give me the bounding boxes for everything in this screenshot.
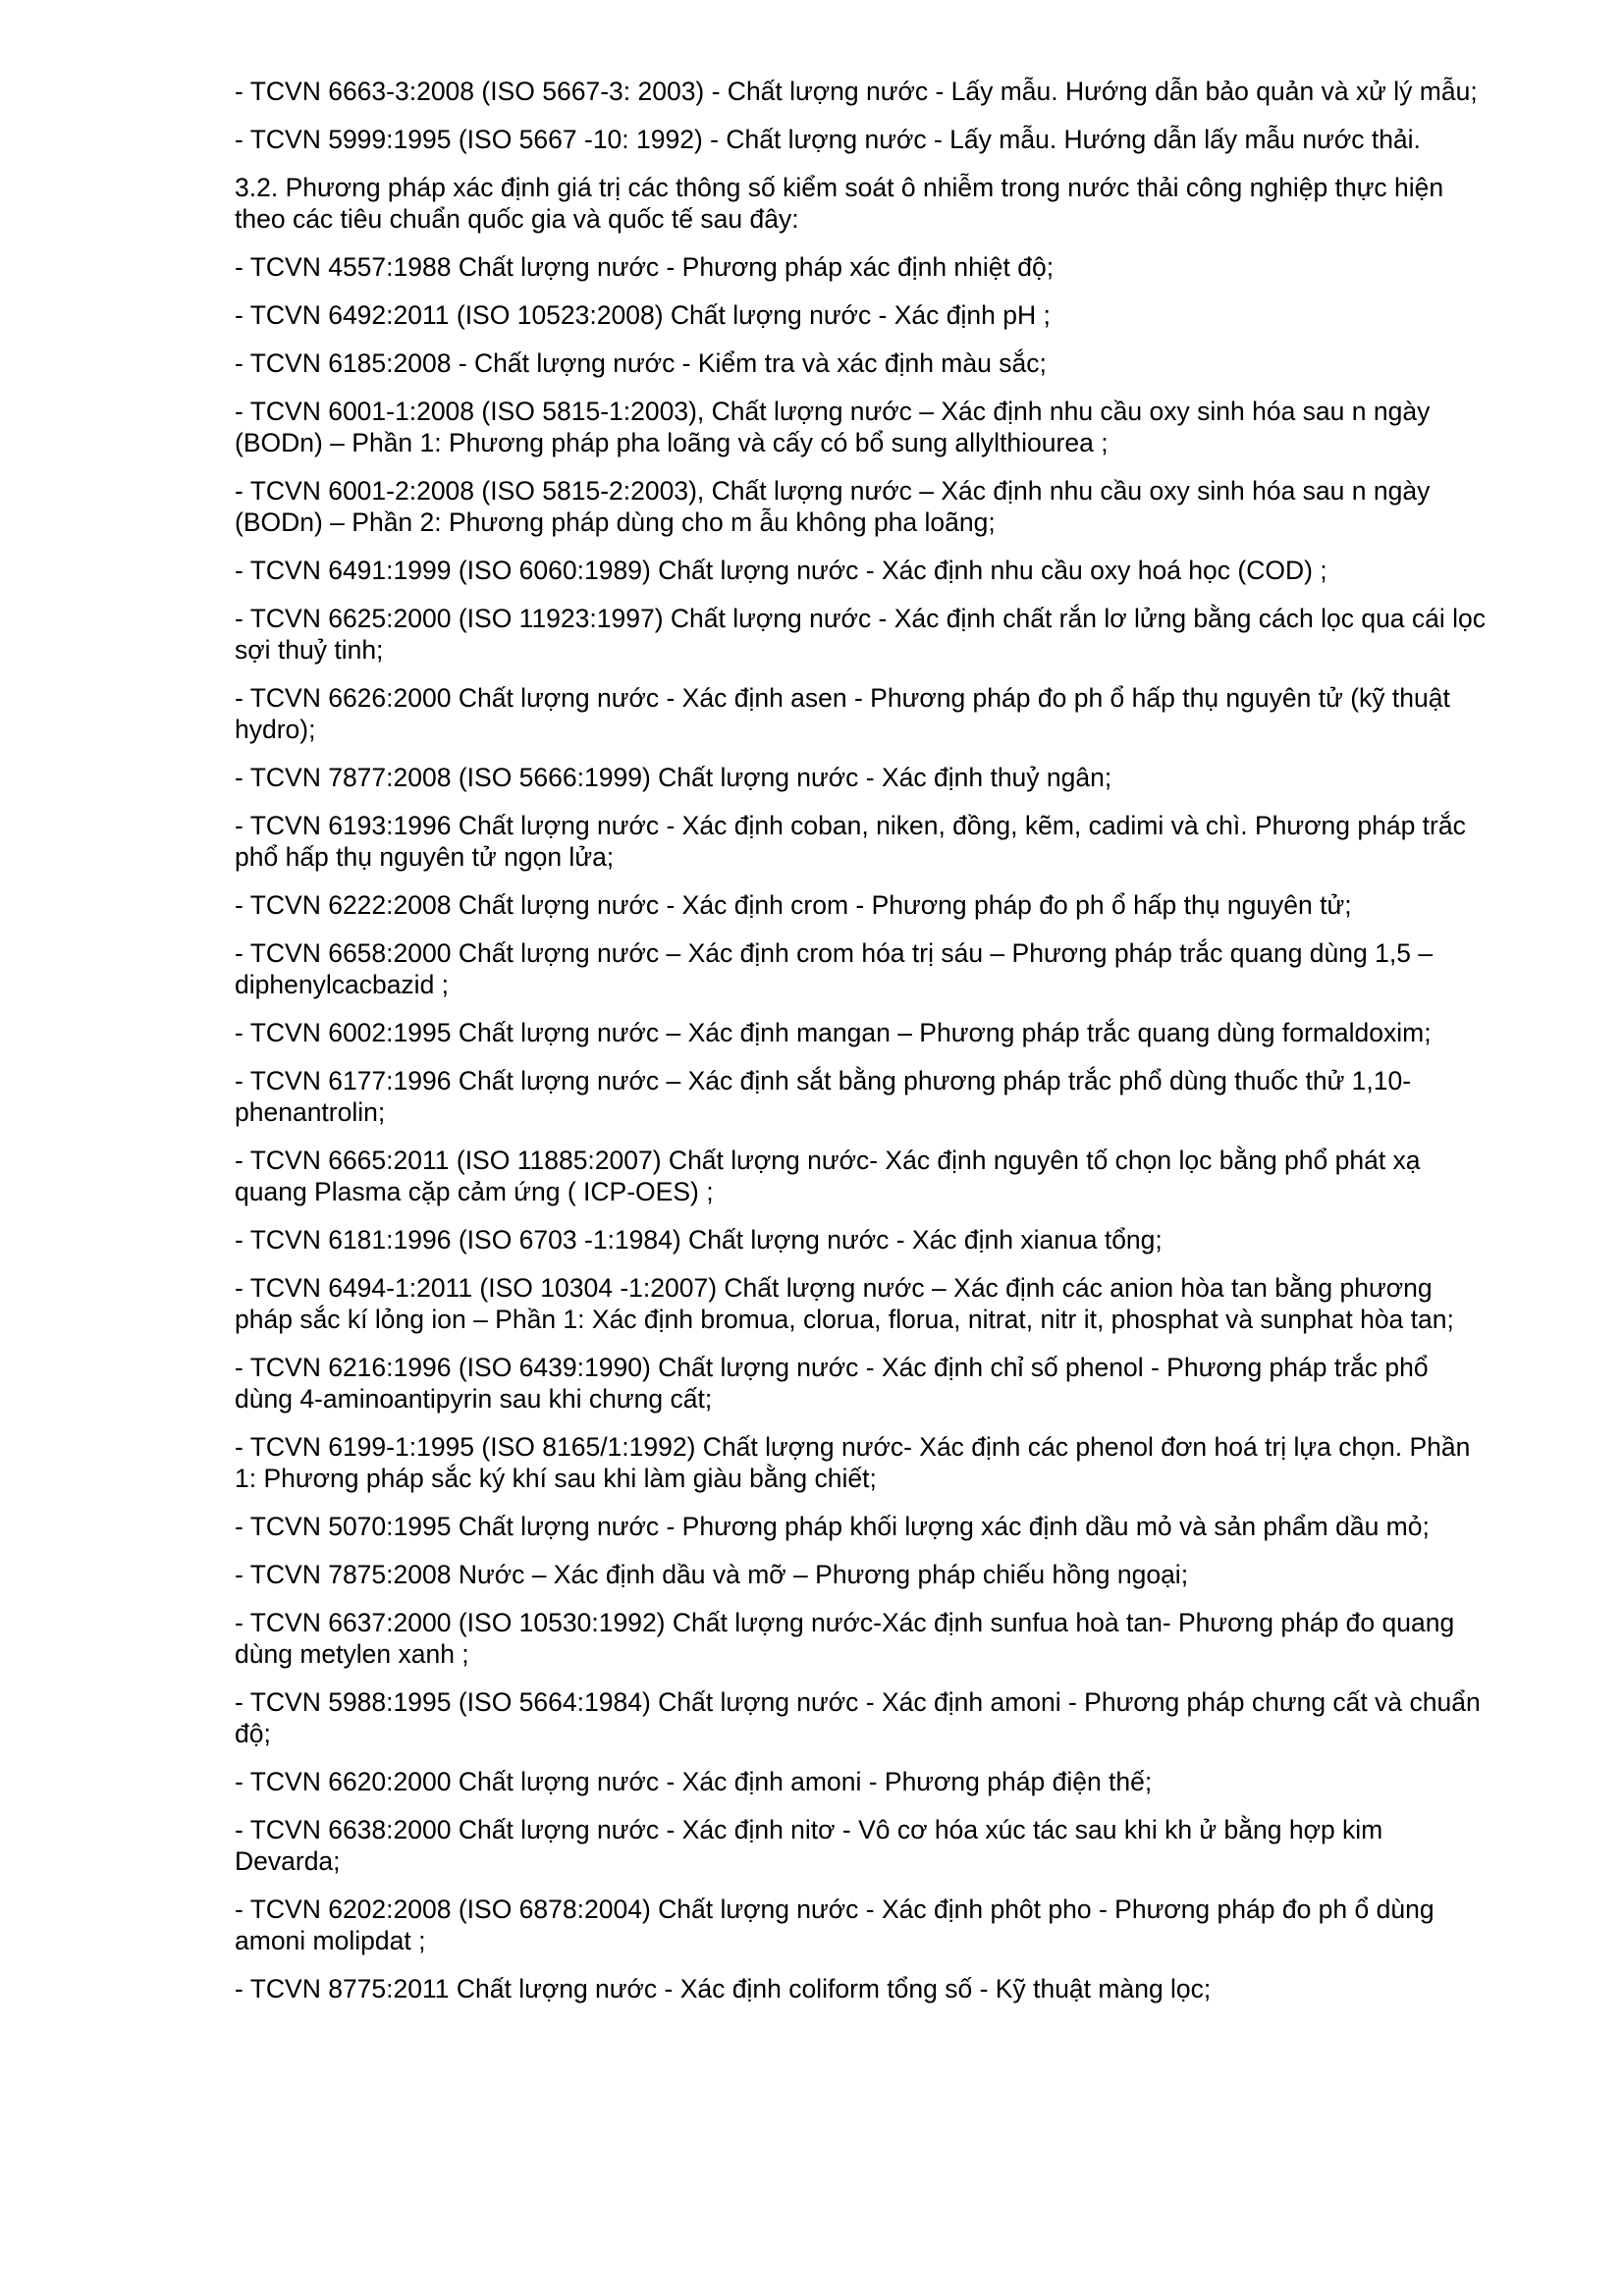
standard-item: - TCVN 6181:1996 (ISO 6703 -1:1984) Chất lượng nước - Xác định xianua tổng; <box>235 1225 1163 1255</box>
standard-item: - TCVN 6620:2000 Chất lượng nước - Xác định amoni - Phương pháp điện thế; <box>235 1767 1153 1796</box>
standard-item: - TCVN 8775:2011 Chất lượng nước - Xác định coliform tổng số - Kỹ thuật màng lọc; <box>235 1974 1212 2003</box>
standard-item: - TCVN 6494-1:2011 (ISO 10304 -1:2007) Chất lượng nước – Xác định các anion hòa tan bằng phương pháp sắc kí lỏng ion – Phần 1: Xác định bromua, clorua, florua, nitrat, nitr it, phosphat và sunphat hòa tan; <box>235 1273 1454 1334</box>
standard-item: - TCVN 5988:1995 (ISO 5664:1984) Chất lượng nước - Xác định amoni - Phương pháp chưng cất và chuẩn độ; <box>235 1687 1481 1748</box>
standard-item: - TCVN 7875:2008 Nước – Xác định dầu và mỡ – Phương pháp chiếu hồng ngoại; <box>235 1560 1189 1589</box>
standard-item: - TCVN 6202:2008 (ISO 6878:2004) Chất lượng nước - Xác định phôt pho - Phương pháp đo ph ổ dùng amoni molipdat ; <box>235 1895 1435 1955</box>
standard-item: - TCVN 6665:2011 (ISO 11885:2007) Chất lượng nước- Xác định nguyên tố chọn lọc bằng phổ phát xạ quang Plasma cặp cảm ứng ( ICP-OES) ; <box>235 1146 1421 1206</box>
standard-item: - TCVN 6638:2000 Chất lượng nước - Xác định nitơ - Vô cơ hóa xúc tác sau khi kh ử bằng hợp kim Devarda; <box>235 1815 1383 1876</box>
standard-item: - TCVN 4557:1988 Chất lượng nước - Phương pháp xác định nhiệt độ; <box>235 252 1055 282</box>
standard-item: - TCVN 6177:1996 Chất lượng nước – Xác định sắt bằng phương pháp trắc phổ dùng thuốc thử 1,10-phenantrolin; <box>235 1066 1412 1127</box>
standard-item: - TCVN 6185:2008 - Chất lượng nước - Kiểm tra và xác định màu sắc; <box>235 348 1047 378</box>
standard-item: - TCVN 6222:2008 Chất lượng nước - Xác định crom - Phương pháp đo ph ổ hấp thụ nguyên tử; <box>235 890 1352 920</box>
standard-item: - TCVN 6658:2000 Chất lượng nước – Xác định crom hóa trị sáu – Phương pháp trắc quang dùng 1,5 – diphenylcacbazid ; <box>235 938 1434 999</box>
section-3-2-intro: 3.2. Phương pháp xác định giá trị các thông số kiểm soát ô nhiễm trong nước thải công nghiệp thực hiện theo các tiêu chuẩn quốc gia và quốc tế sau đây: <box>235 173 1444 234</box>
standard-item: - TCVN 6491:1999 (ISO 6060:1989) Chất lượng nước - Xác định nhu cầu oxy hoá học (COD) ; <box>235 556 1327 585</box>
standard-item: - TCVN 6216:1996 (ISO 6439:1990) Chất lượng nước - Xác định chỉ số phenol - Phương pháp trắc phổ dùng 4-aminoantipyrin sau khi chưng cất; <box>235 1353 1429 1414</box>
paragraph-sampling-wastewater: - TCVN 5999:1995 (ISO 5667 -10: 1992) - Chất lượng nước - Lấy mẫu. Hướng dẫn lấy mẫu nước thải. <box>235 125 1421 154</box>
paragraph-sampling-preservation: - TCVN 6663-3:2008 (ISO 5667-3: 2003) - Chất lượng nước - Lấy mẫu. Hướng dẫn bảo quản và xử lý mẫu; <box>235 77 1478 106</box>
standard-item: - TCVN 6001-2:2008 (ISO 5815-2:2003), Chất lượng nước – Xác định nhu cầu oxy sinh hóa sau n ngày (BODn) – Phần 2: Phương pháp dùng cho m ẫu không pha loãng; <box>235 476 1431 537</box>
standard-item: - TCVN 5070:1995 Chất lượng nước - Phương pháp khối lượng xác định dầu mỏ và sản phẩm dầu mỏ; <box>235 1512 1430 1541</box>
standard-item: - TCVN 6625:2000 (ISO 11923:1997) Chất lượng nước - Xác định chất rắn lơ lửng bằng cách lọc qua cái lọc sợi thuỷ tinh; <box>235 604 1487 665</box>
standard-item: - TCVN 6626:2000 Chất lượng nước - Xác định asen - Phương pháp đo ph ổ hấp thụ nguyên tử (kỹ thuật hydro); <box>235 683 1450 744</box>
standard-item: - TCVN 6492:2011 (ISO 10523:2008) Chất lượng nước - Xác định pH ; <box>235 300 1051 330</box>
standard-item: - TCVN 6001-1:2008 (ISO 5815-1:2003), Chất lượng nước – Xác định nhu cầu oxy sinh hóa sau n ngày (BODn) – Phần 1: Phương pháp pha loãng và cấy có bổ sung allylthiourea ; <box>235 397 1431 457</box>
standard-item: - TCVN 6199-1:1995 (ISO 8165/1:1992) Chất lượng nước- Xác định các phenol đơn hoá trị lựa chọn. Phần 1: Phương pháp sắc ký khí sau khi làm giàu bằng chiết; <box>235 1432 1471 1493</box>
standard-item: - TCVN 6193:1996 Chất lượng nước - Xác định coban, niken, đồng, kẽm, cadimi và chì. Phương pháp trắc phổ hấp thụ nguyên tử ngọn lửa; <box>235 811 1466 872</box>
standard-item: - TCVN 6637:2000 (ISO 10530:1992) Chất lượng nước-Xác định sunfua hoà tan- Phương pháp đo quang dùng metylen xanh ; <box>235 1608 1455 1669</box>
standard-item: - TCVN 6002:1995 Chất lượng nước – Xác định mangan – Phương pháp trắc quang dùng formaldoxim; <box>235 1018 1432 1047</box>
standard-item: - TCVN 7877:2008 (ISO 5666:1999) Chất lượng nước - Xác định thuỷ ngân; <box>235 763 1112 792</box>
document-body <box>235 76 1491 2021</box>
